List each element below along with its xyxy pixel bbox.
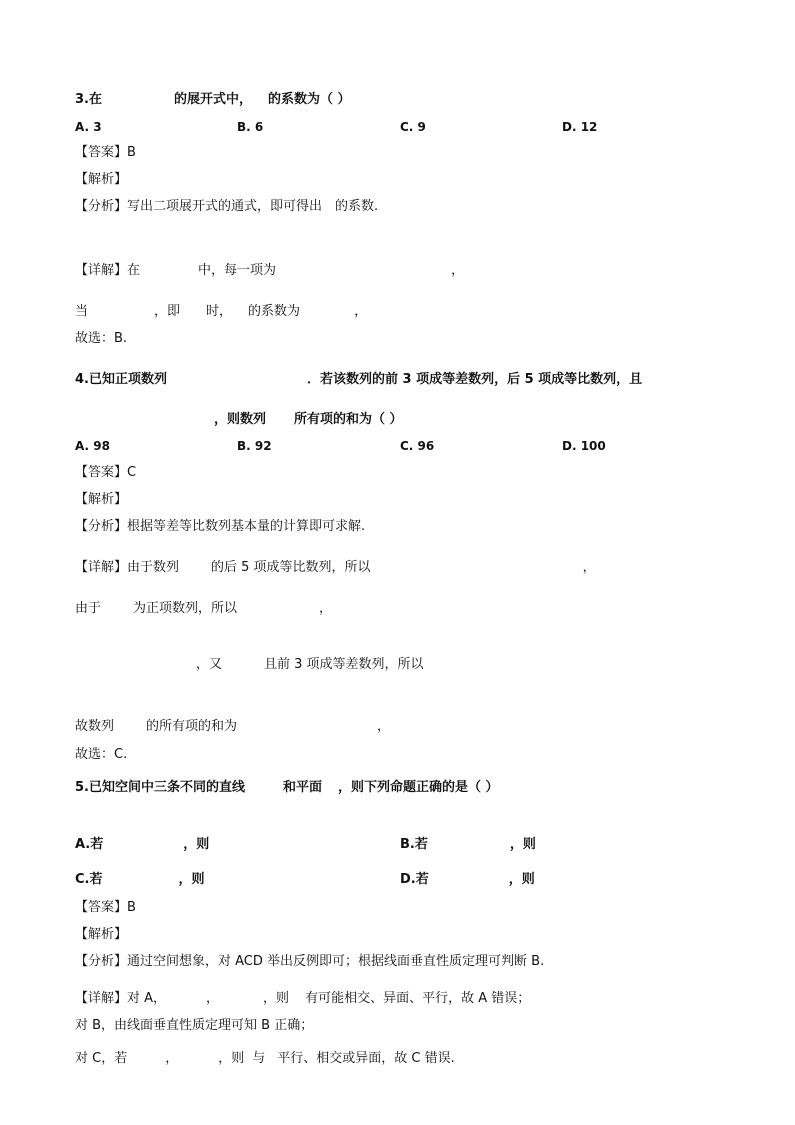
q3-detail-part: 当 — [75, 304, 89, 319]
q3-analysis-heading: 【解析】 — [75, 172, 128, 187]
q3-option-b: B. 6 — [237, 120, 264, 134]
q5-option-part: ，则 — [183, 837, 210, 852]
q4-conclusion: 故选：C. — [75, 747, 128, 762]
q3-detail-part: ， — [354, 304, 368, 319]
q5-detail-part: ， — [206, 991, 220, 1006]
q3-detail-line1 — [75, 262, 464, 280]
q4-option-d: D. 100 — [562, 439, 606, 453]
q3-fenxi-part: 的系数. — [335, 199, 379, 214]
q3-fenxi-part: 【分析】写出二项展开式的通式，即可得出 — [75, 199, 323, 214]
q4-detail-part: 的后 5 项成等比数列，所以 — [211, 560, 371, 575]
q4-detail-line1 — [75, 559, 596, 577]
q4-detail-part: 且前 3 项成等差数列，所以 — [264, 657, 424, 672]
q3-detail-part: 的系数为 — [248, 304, 301, 319]
q4-detail-part: 的所有项的和为 — [146, 719, 238, 734]
q3-detail-line2 — [75, 303, 367, 321]
q5-detail-part: ，则 — [263, 991, 290, 1006]
q4-stem-part: ．若该数列的前 3 项成等差数列，后 5 项成等比数列，且 — [306, 372, 643, 387]
q5-detail-part: 与 — [252, 1051, 266, 1066]
q5-stem-part: ，则下列命题正确的是（ ） — [338, 780, 499, 795]
q5-detail-part: 有可能相交、异面、平行，故 A 错误； — [305, 991, 531, 1006]
q3-option-c: C. 9 — [400, 120, 426, 134]
q4-detail-part: ，又 — [196, 657, 223, 672]
q5-stem — [75, 779, 499, 797]
q3-stem-part: 的展开式中， — [173, 92, 252, 107]
q4-option-b: B. 92 — [237, 439, 272, 453]
q5-option-c — [75, 871, 205, 889]
q5-stem-part: 5.已知空间中三条不同的直线 — [75, 780, 245, 795]
q4-detail-part: 【详解】由于数列 — [75, 560, 180, 575]
q3-detail-part: 中，每一项为 — [198, 263, 277, 278]
q3-stem-part: 的系数为（ ） — [268, 92, 351, 107]
q5-detail-line3 — [75, 1050, 455, 1068]
q4-detail-part: 故数列 — [75, 719, 115, 734]
q5-detail-line1 — [75, 990, 530, 1008]
q3-option-a: A. 3 — [75, 120, 102, 134]
q5-option-d — [400, 871, 535, 889]
q5-option-part: ，则 — [509, 837, 536, 852]
q4-stem-line1 — [75, 371, 642, 389]
q5-option-part: D.若 — [400, 872, 429, 887]
q5-option-part: ，则 — [508, 872, 535, 887]
q3-detail-part: ， — [451, 263, 465, 278]
q4-detail-part: ， — [582, 560, 596, 575]
q5-detail-part: ， — [165, 1051, 179, 1066]
q4-detail-part: ， — [319, 601, 333, 616]
q5-detail-part: ，则 — [218, 1051, 245, 1066]
q3-conclusion: 故选：B. — [75, 331, 128, 346]
q4-stem-part: 4.已知正项数列 — [75, 372, 167, 387]
q4-detail-part: ， — [377, 719, 391, 734]
q5-option-b — [400, 836, 536, 854]
q4-detail-line3 — [196, 656, 424, 674]
q4-stem-line2 — [214, 411, 403, 429]
q5-option-part: ，则 — [178, 872, 205, 887]
q4-detail-line2 — [75, 600, 332, 618]
q3-stem-part: 3.在 — [75, 92, 102, 107]
q5-detail-part: 对 C，若 — [75, 1051, 128, 1066]
q5-answer: 【答案】B — [75, 900, 136, 915]
q5-analysis-heading: 【解析】 — [75, 927, 128, 942]
q3-detail-part: 【详解】在 — [75, 263, 141, 278]
q4-option-a: A. 98 — [75, 439, 110, 453]
q3-option-d: D. 12 — [562, 120, 598, 134]
q4-detail-part: 由于 — [75, 601, 102, 616]
q5-option-a — [75, 836, 209, 854]
q4-fenxi: 【分析】根据等差等比数列基本量的计算即可求解. — [75, 519, 366, 534]
q5-option-part: B.若 — [400, 837, 428, 852]
q5-detail-part: 【详解】对 A， — [75, 991, 167, 1006]
q3-stem — [75, 91, 351, 109]
q4-detail-line4 — [75, 718, 390, 736]
q5-option-part: A.若 — [75, 837, 104, 852]
q4-answer: 【答案】C — [75, 465, 137, 480]
q5-detail-line2: 对 B，由线面垂直性质定理可知 B 正确； — [75, 1018, 314, 1033]
q4-detail-part: 为正项数列，所以 — [133, 601, 238, 616]
q4-option-c: C. 96 — [400, 439, 435, 453]
q5-fenxi: 【分析】通过空间想象，对 ACD 举出反例即可；根据线面垂直性质定理可判断 B. — [75, 954, 545, 969]
q3-answer: 【答案】B — [75, 145, 136, 160]
q3-fenxi — [75, 198, 378, 216]
q4-analysis-heading: 【解析】 — [75, 492, 128, 507]
q5-stem-part: 和平面 — [282, 780, 322, 795]
q4-stem-part: 所有项的和为（ ） — [294, 412, 403, 427]
q5-option-part: C.若 — [75, 872, 103, 887]
q4-stem-part: ，则数列 — [214, 412, 267, 427]
q5-detail-part: 平行、相交或异面，故 C 错误. — [277, 1051, 455, 1066]
q3-detail-part: ，即 — [154, 304, 181, 319]
q3-detail-part: 时， — [206, 304, 233, 319]
